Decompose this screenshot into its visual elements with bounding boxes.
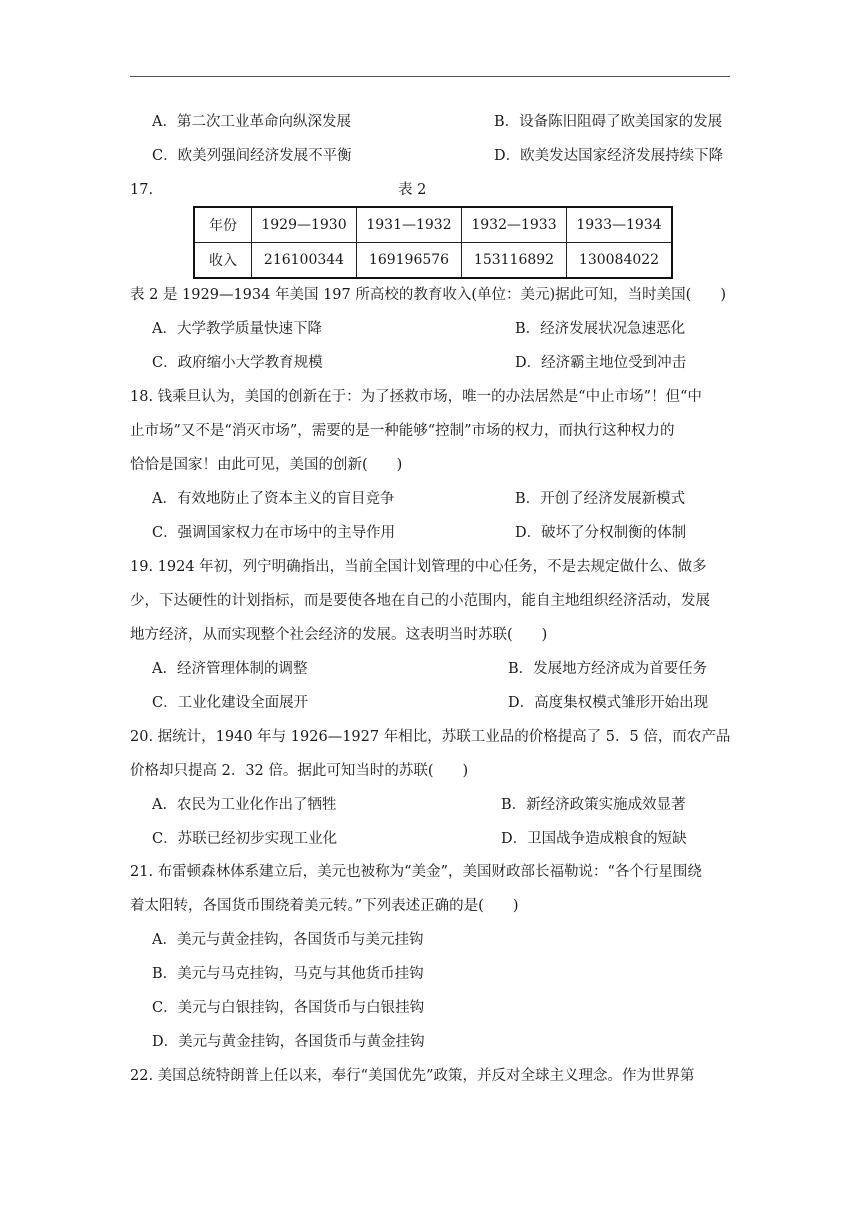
- table-row: [194, 243, 672, 279]
- q20-option-b[interactable]: B．新经济政策实施成效显著: [501, 797, 686, 813]
- table-cell: 1929—1930: [252, 207, 357, 243]
- q20-option-c[interactable]: C．苏联已经初步实现工业化: [152, 831, 338, 847]
- table-cell: 153116892: [462, 243, 567, 279]
- q17-number: 17.: [130, 182, 154, 198]
- q17-stem: 表 2 是 1929—1934 年美国 197 所高校的教育收入(单位：美元)据此可知，当时美国( ): [130, 287, 726, 303]
- q18-option-b[interactable]: B．开创了经济发展新模式: [515, 491, 686, 507]
- q19-option-c[interactable]: C．工业化建设全面展开: [152, 695, 309, 711]
- table-cell: 216100344: [252, 243, 357, 279]
- q17-option-a[interactable]: A．大学教学质量快速下降: [152, 321, 322, 337]
- q18-stem-line1: 18. 钱乘旦认为，美国的创新在于：为了拯救市场，唯一的办法居然是“中止市场”！但“中: [130, 389, 702, 405]
- q16-option-a[interactable]: A．第二次工业革命向纵深发展: [152, 114, 351, 130]
- table-cell: 收入: [194, 243, 252, 279]
- table-cell: 年份: [194, 207, 252, 243]
- q19-option-d[interactable]: D．高度集权模式雏形开始出现: [508, 695, 709, 711]
- table-row: [194, 207, 672, 243]
- q21-option-d[interactable]: D．美元与黄金挂钩，各国货币与黄金挂钩: [152, 1034, 425, 1050]
- q18-stem-line3: 恰恰是国家！由此可见，美国的创新( ): [130, 457, 403, 473]
- q18-option-a[interactable]: A．有效地防止了资本主义的盲目竞争: [152, 491, 395, 507]
- q17-data-table: [193, 206, 673, 279]
- q16-option-c[interactable]: C．欧美列强间经济发展不平衡: [152, 148, 352, 164]
- header-rule: [130, 76, 730, 77]
- q21-option-a[interactable]: A．美元与黄金挂钩，各国货币与美元挂钩: [152, 932, 424, 948]
- q20-option-a[interactable]: A．农民为工业化作出了牺牲: [152, 797, 337, 813]
- q19-option-b[interactable]: B．发展地方经济成为首要任务: [508, 661, 708, 677]
- q21-option-c[interactable]: C．美元与白银挂钩，各国货币与白银挂钩: [152, 1000, 425, 1016]
- q16-option-d[interactable]: D．欧美发达国家经济发展持续下降: [494, 148, 724, 164]
- q17-table-title: 表 2: [398, 182, 427, 198]
- q19-stem-line2: 少，下达硬性的计划指标，而是要使各地在自己的小范围内，能自主地组织经济活动，发展: [130, 593, 710, 609]
- q20-option-d[interactable]: D．卫国战争造成粮食的短缺: [501, 831, 687, 847]
- table-cell: 1931—1932: [357, 207, 462, 243]
- table-cell: 130084022: [567, 243, 673, 279]
- q20-stem-line1: 20. 据统计，1940 年与 1926—1927 年相比，苏联工业品的价格提高了 5．5 倍，而农产品: [130, 729, 731, 745]
- q19-option-a[interactable]: A．经济管理体制的调整: [152, 661, 308, 677]
- q17-option-d[interactable]: D．经济霸主地位受到冲击: [515, 355, 687, 371]
- q20-stem-line2: 价格却只提高 2．32 倍。据此可知当时的苏联( ): [130, 763, 469, 779]
- q17-option-c[interactable]: C．政府缩小大学教育规模: [152, 355, 323, 371]
- q18-stem-line2: 止市场”又不是“消灭市场”，需要的是一种能够“控制”市场的权力，而执行这种权力的: [130, 423, 675, 439]
- q21-stem-line2: 着太阳转，各国货币围绕着美元转。”下列表述正确的是( ): [130, 898, 519, 914]
- table-cell: 1932—1933: [462, 207, 567, 243]
- table-cell: 169196576: [357, 243, 462, 279]
- q19-stem-line1: 19. 1924 年初，列宁明确指出，当前全国计划管理的中心任务，不是去规定做什么、做多: [130, 559, 707, 575]
- table-cell: 1933—1934: [567, 207, 673, 243]
- q19-stem-line3: 地方经济，从而实现整个社会经济的发展。这表明当时苏联( ): [130, 627, 548, 643]
- q21-option-b[interactable]: B．美元与马克挂钩，马克与其他货币挂钩: [152, 966, 424, 982]
- q16-option-b[interactable]: B．设备陈旧阻碍了欧美国家的发展: [494, 114, 723, 130]
- q18-option-d[interactable]: D．破坏了分权制衡的体制: [515, 525, 687, 541]
- q18-option-c[interactable]: C．强调国家权力在市场中的主导作用: [152, 525, 396, 541]
- q21-stem-line1: 21. 布雷顿森林体系建立后，美元也被称为“美金”，美国财政部长福勒说：“各个行星围绕: [130, 864, 702, 880]
- q17-option-b[interactable]: B．经济发展状况急速恶化: [515, 321, 686, 337]
- q22-stem-line1: 22. 美国总统特朗普上任以来，奉行“美国优先”政策，并反对全球主义理念。作为世界第: [130, 1068, 695, 1084]
